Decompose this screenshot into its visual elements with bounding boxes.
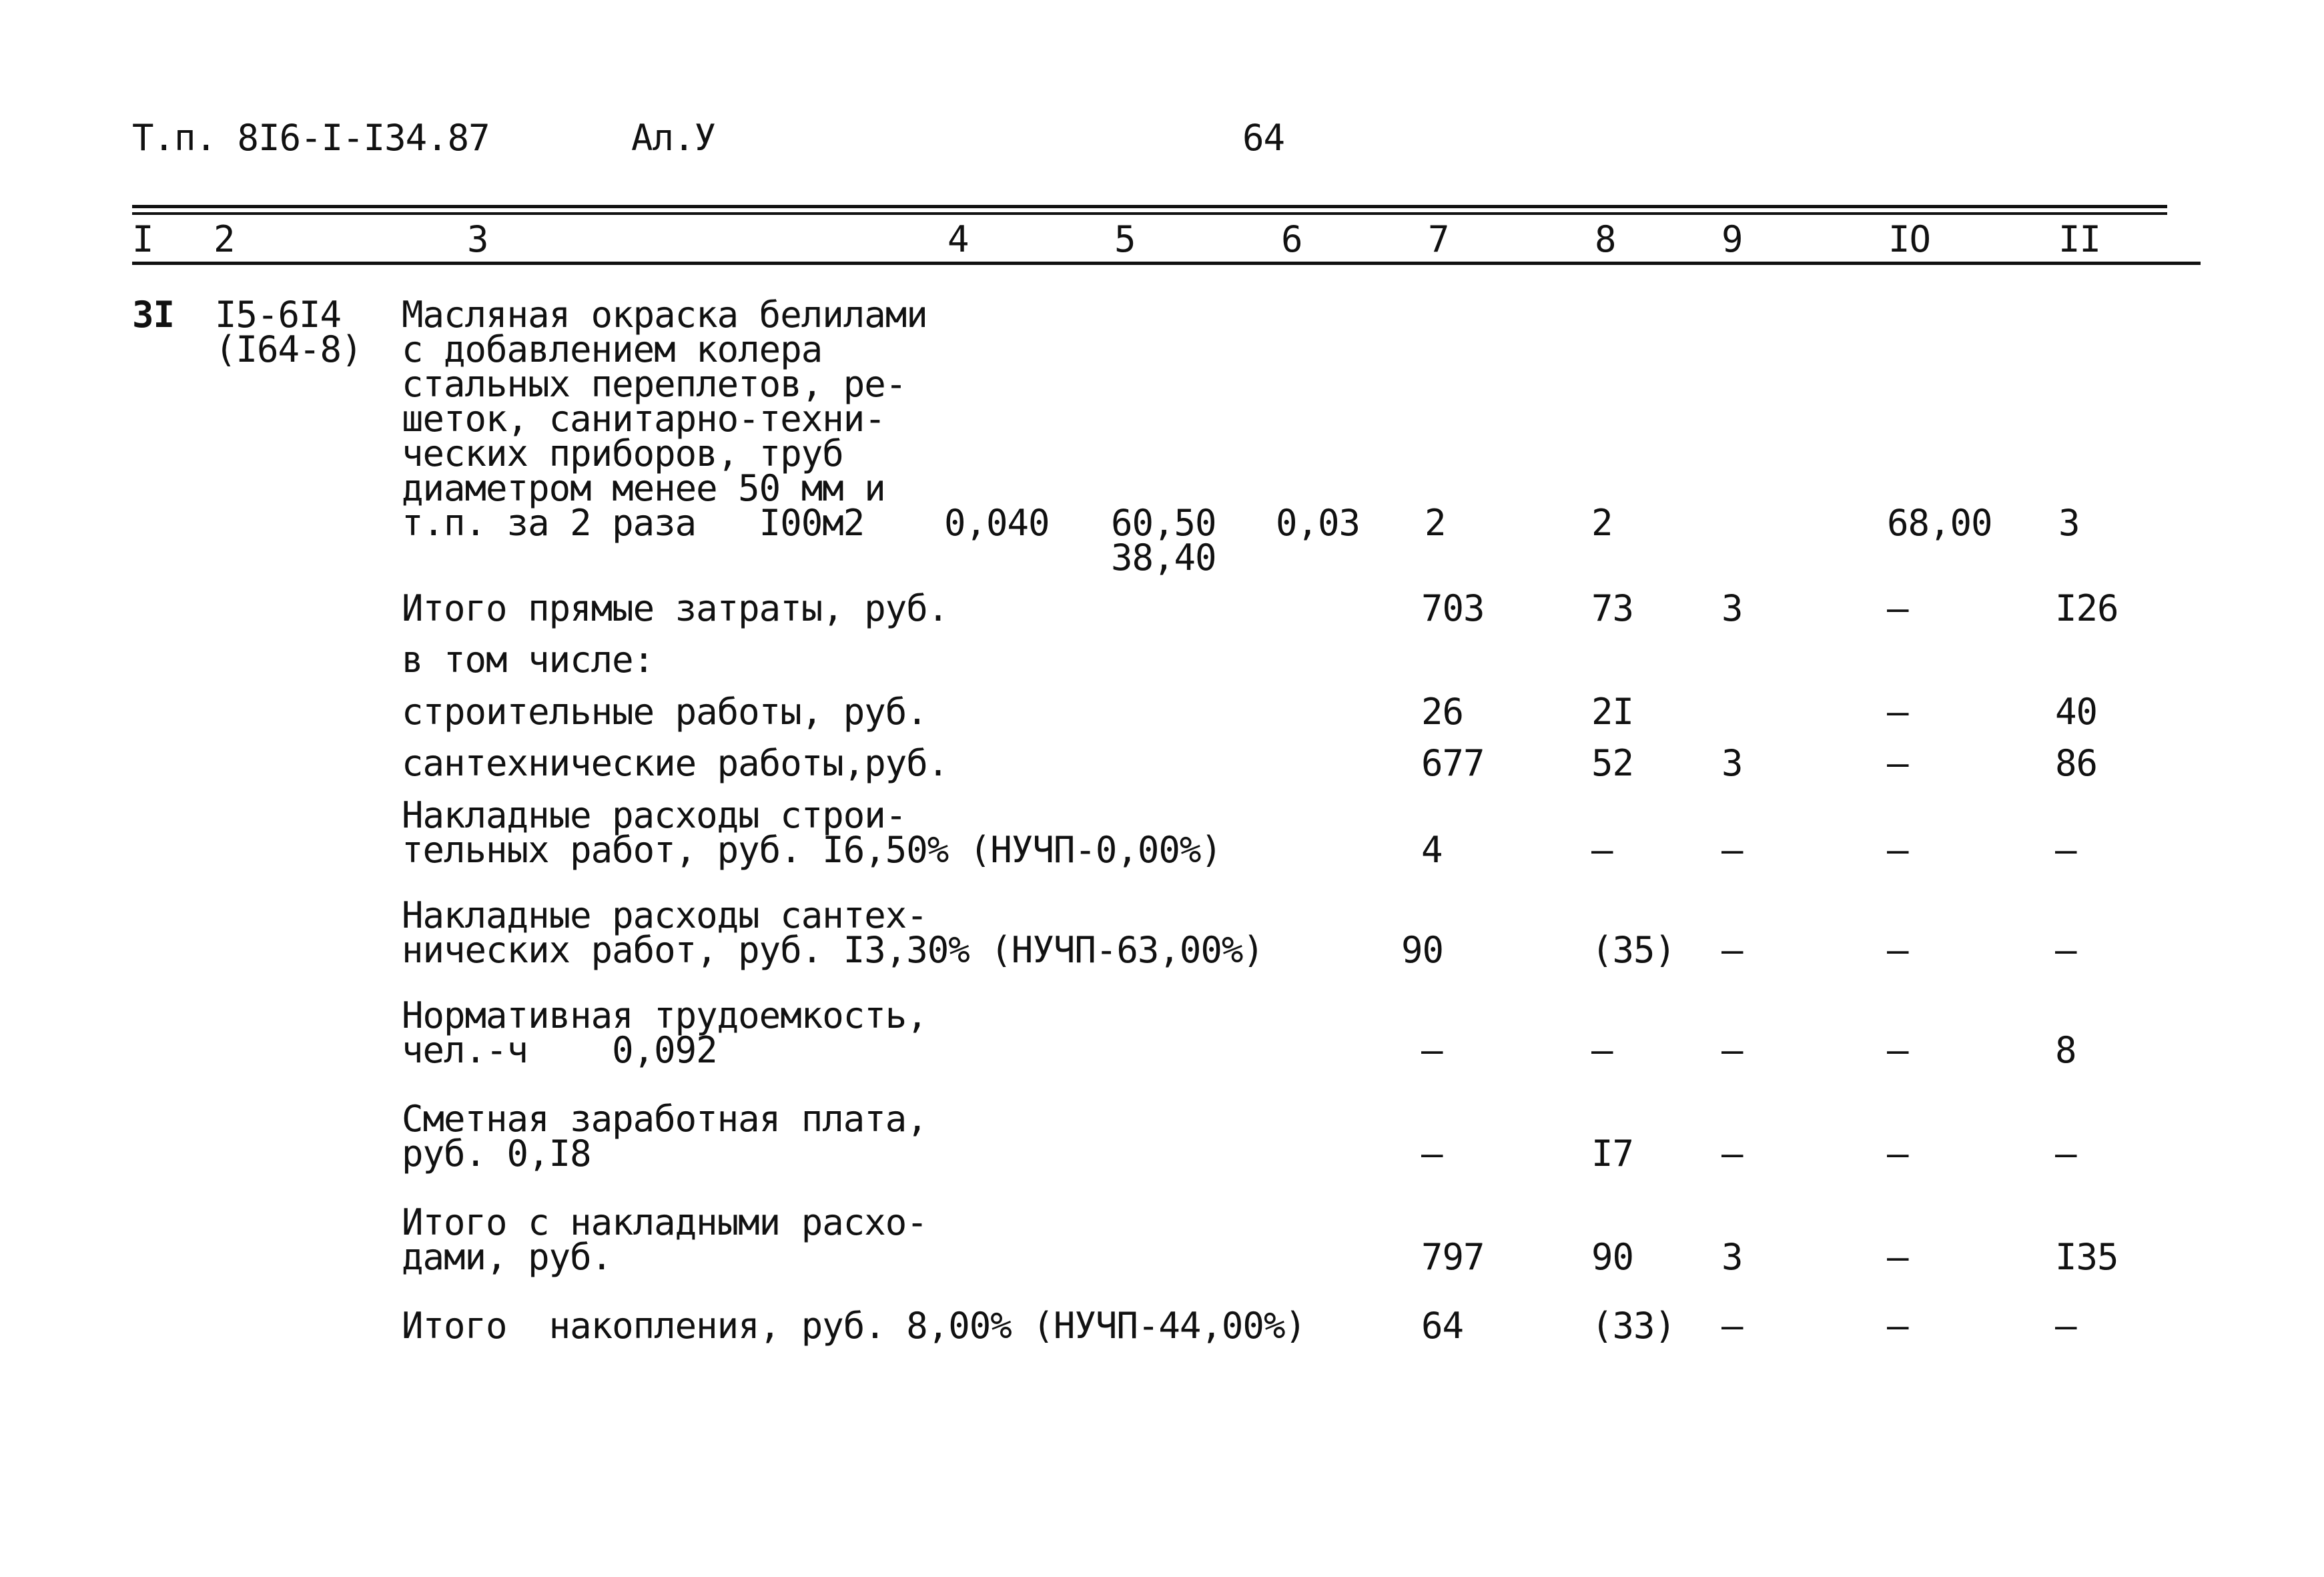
summary-col10: –	[1887, 1133, 1908, 1175]
summary-col10: –	[1887, 742, 1908, 784]
summary-col7: 64	[1421, 1305, 1464, 1347]
summary-label: Сметная заработная плата,	[402, 1098, 927, 1140]
summary-col9: –	[1721, 1305, 1743, 1347]
summary-col10: –	[1887, 1236, 1908, 1278]
summary-col8: 52	[1591, 742, 1634, 784]
column-header-3: 3	[467, 218, 488, 260]
column-header-7: 7	[1428, 218, 1449, 260]
summary-col8: 2I	[1591, 691, 1634, 733]
column-header-5: 5	[1114, 218, 1136, 260]
summary-col11: –	[2055, 929, 2076, 971]
summary-label: в том числе:	[402, 639, 655, 681]
document-code: Т.п. 8I6-I-I34.87	[132, 117, 490, 159]
norm-code: I5-6I4	[215, 294, 342, 336]
summary-col11: –	[2055, 1305, 2076, 1347]
summary-col9: –	[1721, 1029, 1743, 1071]
entry-col5-value-secondary: 38,40	[1111, 537, 1216, 579]
summary-col11: –	[2055, 829, 2076, 871]
table-top-rule	[132, 205, 2167, 208]
norm-code-reference: (I64-8)	[215, 328, 362, 370]
summary-col10: –	[1887, 829, 1908, 871]
summary-col11: I26	[2055, 587, 2118, 629]
summary-col7: 90	[1401, 929, 1444, 971]
summary-col7: 703	[1421, 587, 1485, 629]
summary-col9: 3	[1721, 1236, 1743, 1278]
summary-col8: (33)	[1591, 1305, 1676, 1347]
entry-col6-value: 0,03	[1276, 502, 1361, 544]
summary-col8: –	[1591, 1029, 1613, 1071]
summary-col8: (35)	[1591, 929, 1676, 971]
column-header-2: 2	[214, 218, 235, 260]
summary-col10: –	[1887, 587, 1908, 629]
entry-col8-value: 2	[1591, 502, 1613, 544]
summary-col8: 90	[1591, 1236, 1634, 1278]
summary-col11: 40	[2055, 691, 2098, 733]
summary-col11: –	[2055, 1133, 2076, 1175]
summary-label: чел.-ч 0,092	[402, 1029, 717, 1071]
summary-col10: –	[1887, 691, 1908, 733]
entry-col4-value: 0,040	[944, 502, 1050, 544]
summary-label: Итого накопления, руб. 8,00% (НУЧП-44,00%)	[402, 1305, 1306, 1347]
column-header-6: 6	[1281, 218, 1302, 260]
summary-col10: –	[1887, 929, 1908, 971]
description-line: стальных переплетов, ре-	[402, 363, 907, 405]
summary-col11: 86	[2055, 742, 2098, 784]
entry-col7-value: 2	[1425, 502, 1446, 544]
summary-col7: –	[1421, 1133, 1443, 1175]
summary-col7: 26	[1421, 691, 1464, 733]
column-header-8: 8	[1595, 218, 1616, 260]
row-number: 3I	[132, 294, 175, 336]
summary-label: Нормативная трудоемкость,	[402, 994, 927, 1036]
summary-col10: –	[1887, 1029, 1908, 1071]
summary-label: дами, руб.	[402, 1236, 613, 1278]
album-label: Ал.У	[631, 117, 716, 159]
table-top-rule-inner	[132, 212, 2167, 215]
summary-col8: –	[1591, 829, 1613, 871]
summary-label: нических работ, руб. I3,30% (НУЧП-63,00%)	[402, 929, 1264, 971]
page-number: 64	[1242, 117, 1285, 159]
summary-col9: 3	[1721, 742, 1743, 784]
summary-col8: 73	[1591, 587, 1634, 629]
entry-col5-value: 60,50	[1111, 502, 1216, 544]
summary-label: строительные работы, руб.	[402, 691, 927, 733]
summary-label: Итого с накладными расхо-	[402, 1201, 927, 1243]
summary-col9: 3	[1721, 587, 1743, 629]
column-header-11: II	[2058, 218, 2101, 260]
header-bottom-rule	[132, 262, 2201, 265]
description-line: т.п. за 2 раза I00м2	[402, 502, 865, 544]
summary-col11: 8	[2055, 1029, 2076, 1071]
summary-col9: –	[1721, 929, 1743, 971]
column-header-1: I	[132, 218, 153, 260]
summary-col7: 797	[1421, 1236, 1485, 1278]
entry-col11-value: 3	[2058, 502, 2080, 544]
summary-col11: I35	[2055, 1236, 2118, 1278]
summary-col7: –	[1421, 1029, 1443, 1071]
description-line: с добавлением колера	[402, 328, 823, 370]
column-header-4: 4	[947, 218, 969, 260]
summary-label: сантехнические работы,руб.	[402, 742, 949, 784]
entry-col10-value: 68,00	[1887, 502, 1992, 544]
summary-label: Итого прямые затраты, руб.	[402, 587, 949, 629]
summary-label: тельных работ, руб. I6,50% (НУЧП-0,00%)	[402, 829, 1222, 871]
summary-col7: 4	[1421, 829, 1443, 871]
column-header-10: IO	[1888, 218, 1931, 260]
summary-label: руб. 0,I8	[402, 1133, 591, 1175]
description-line: шеток, санитарно-техни-	[402, 398, 885, 440]
summary-col7: 677	[1421, 742, 1485, 784]
summary-col10: –	[1887, 1305, 1908, 1347]
description-line: ческих приборов, труб	[402, 432, 843, 475]
summary-col9: –	[1721, 829, 1743, 871]
summary-col8: I7	[1591, 1133, 1634, 1175]
description-line: Масляная окраска белилами	[402, 294, 927, 336]
summary-label: Накладные расходы сантех-	[402, 894, 927, 936]
summary-col9: –	[1721, 1133, 1743, 1175]
column-header-9: 9	[1721, 218, 1743, 260]
summary-label: Накладные расходы строи-	[402, 794, 907, 836]
description-line: диаметром менее 50 мм и	[402, 467, 885, 509]
